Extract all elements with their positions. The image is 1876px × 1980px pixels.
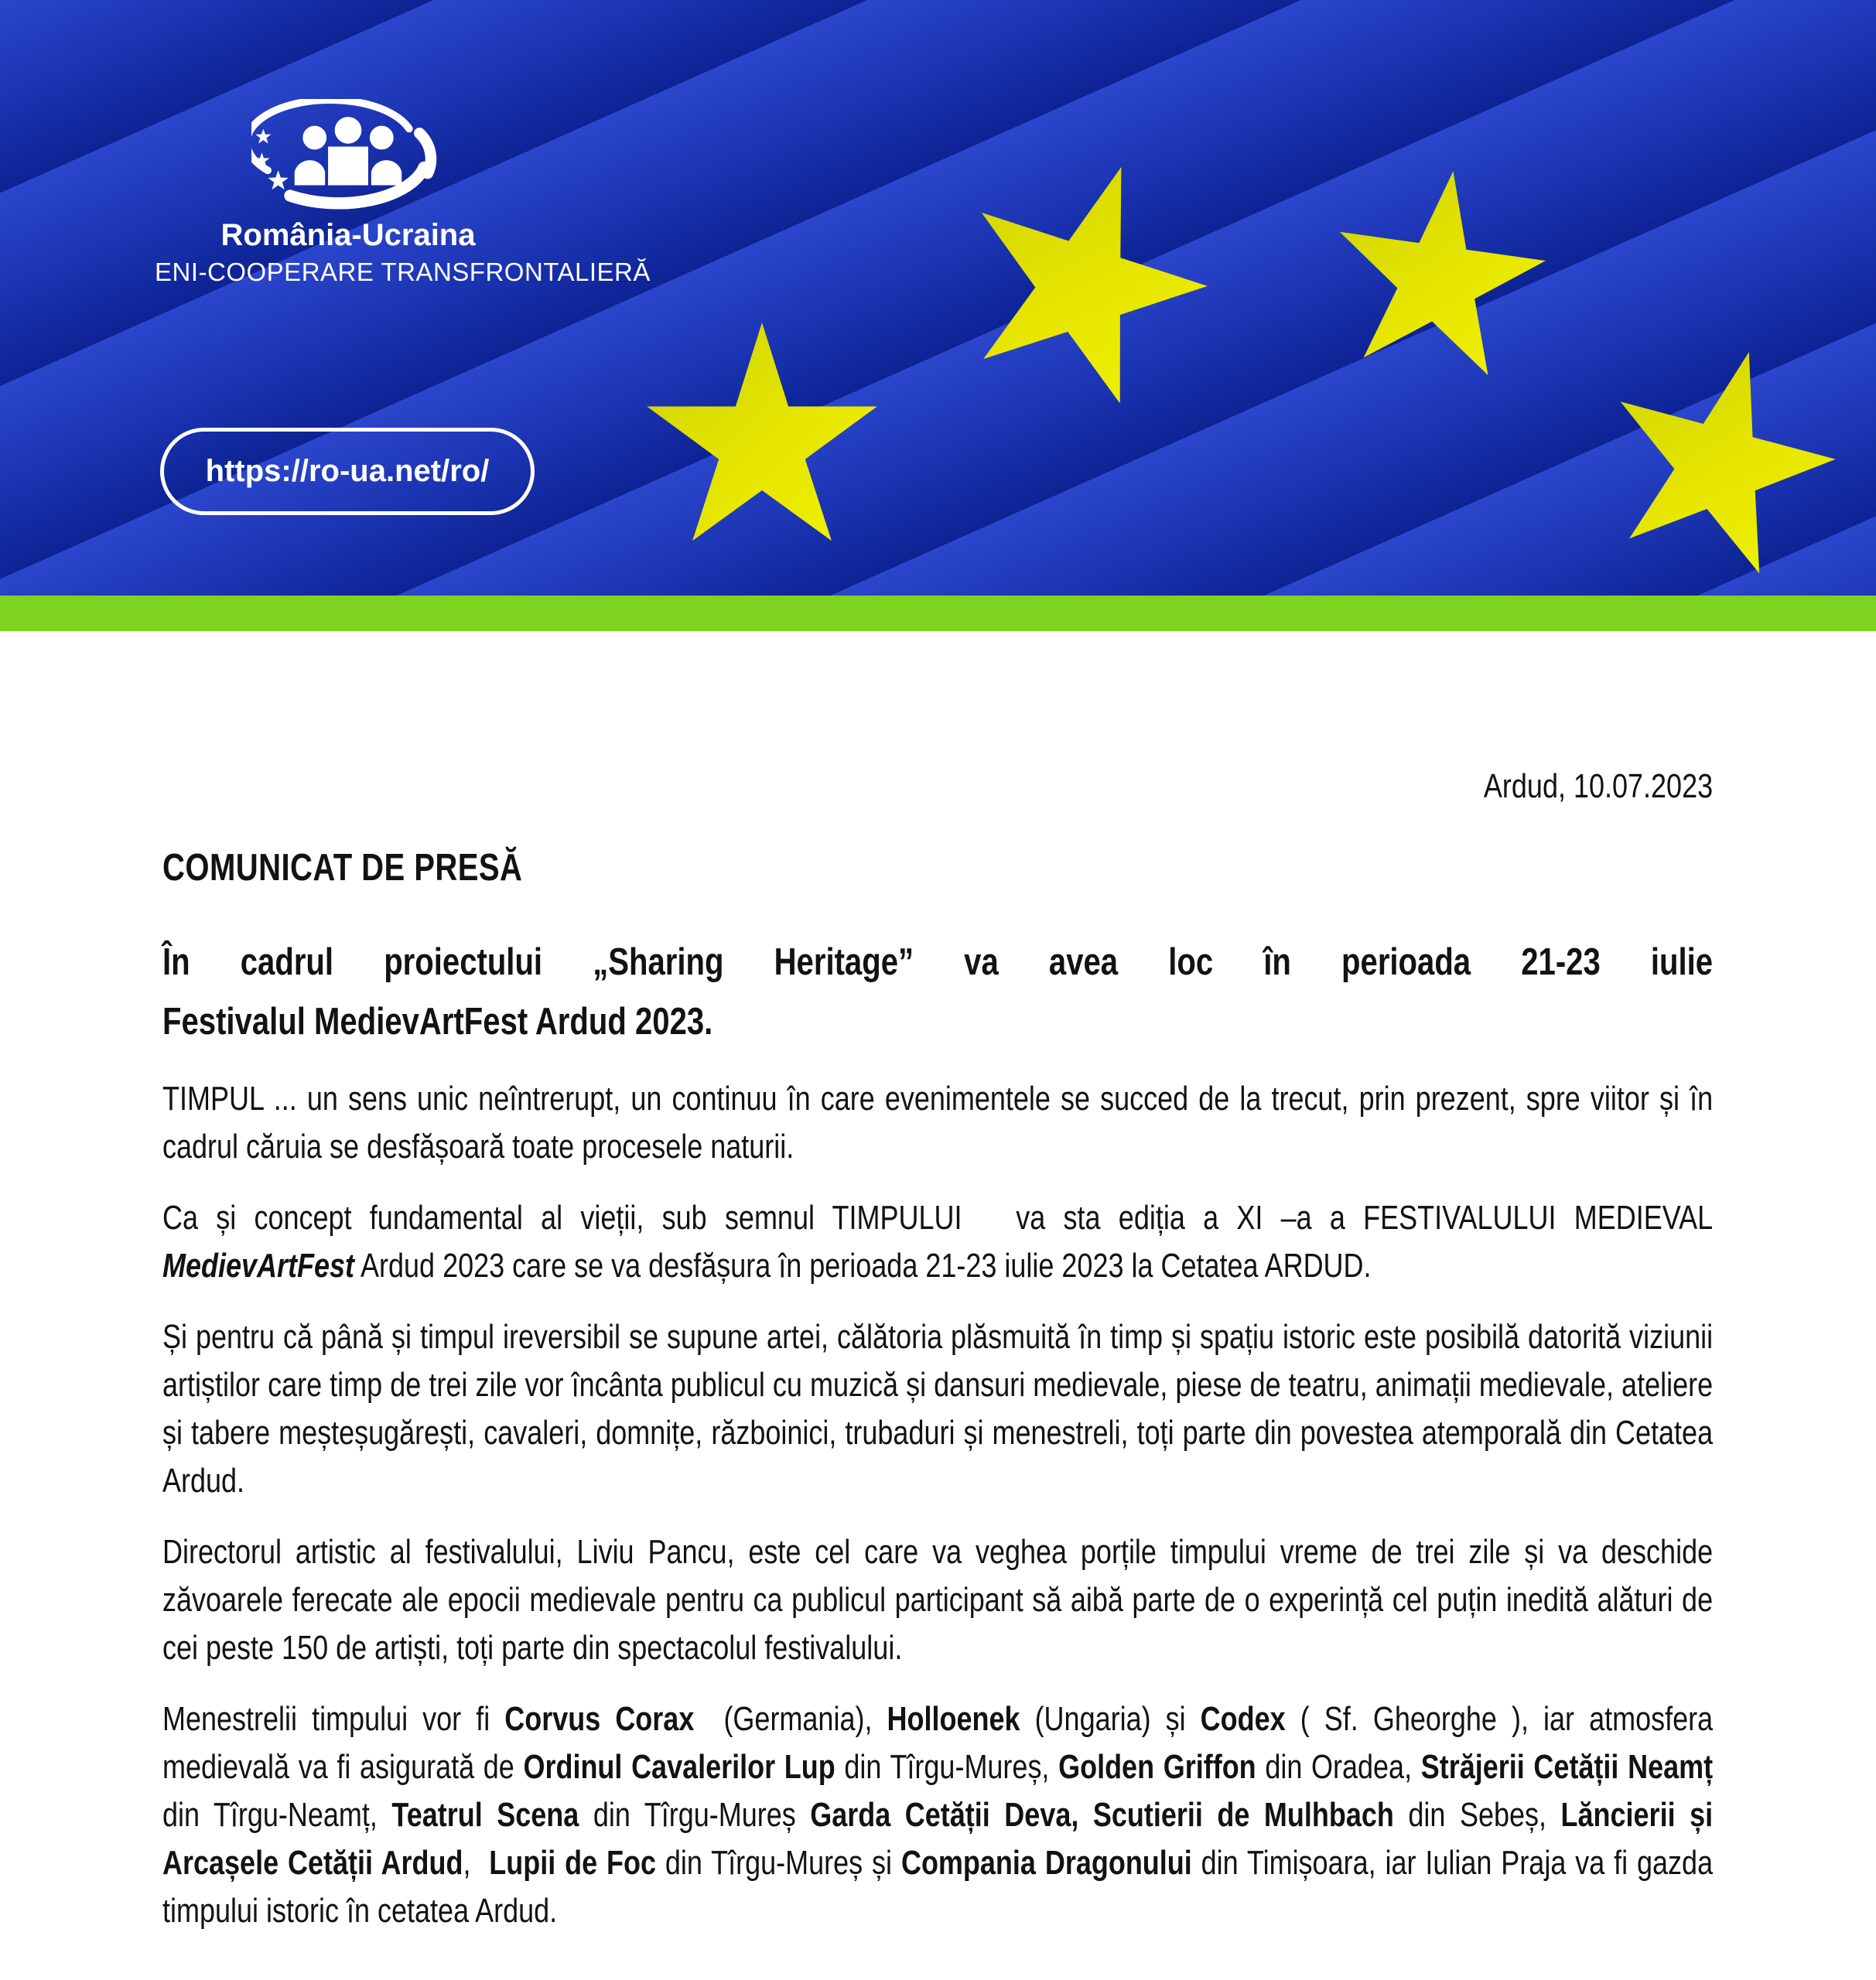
person-head [335,117,362,144]
eu-star-icon [927,128,1239,440]
website-url-button[interactable] [160,428,535,515]
headline [162,933,1713,1052]
green-divider [0,596,1876,631]
kicker-title: COMUNICAT DE PRESĂ [162,847,523,889]
paragraph: Și pentru că până și timpul ireversibil se supune artei, călătoria plăsmuită în timp și spațiu istoric este posibilă datorită viziunii artiștilor care timp de trei zile vor încânta publicul cu muzică și dansuri medievale, piese de teatru, animații medievale, ateliere și tabere meșteșugărești, cavaleri, domnițe, războinici, trubaduri și menestreli, toți parte din povestea atemporală din Cetatea Ardud. [162,1318,1714,1500]
logo-title: România-Ucraina [220,218,476,252]
document-body [162,631,1713,1935]
logo-emblem-icon [251,99,445,215]
person-body [371,160,402,185]
eu-star-icon [642,323,882,562]
person-body [328,147,368,186]
paragraph: Directorul artistic al festivalului, Liviu Pancu, este cel care va veghea porțile timpului vreme de trei zile și va deschide zăvoarele ferecate ale epocii medievale pentru ca publicul participant să aibă parte de o experință cel puțin inedită alături de cei peste 150 de artiști, toți parte din spectacolul festivalului. [162,1533,1714,1667]
programme-logo [155,99,651,287]
logo-star-icon [255,128,271,143]
person-head [302,126,326,150]
headline-line: Festivalul MedievArtFest Ardud 2023. [162,1001,713,1043]
eu-star-icon [1316,156,1560,401]
header-banner [0,0,1876,596]
person-body [295,160,325,185]
logo-subtitle: ENI-COOPERARE TRANSFRONTALIERĂ [155,258,651,286]
website-url-label: https://ro-ua.net/ro/ [205,454,490,488]
date-line: Ardud, 10.07.2023 [1483,767,1714,805]
eu-star-icon [1577,322,1861,596]
logo-star-icon [268,170,288,189]
person-head [370,126,394,150]
headline-line: În cadrul proiectului „Sharing Heritage” va avea loc în perioada 21-23 iulie [162,941,1714,983]
paragraph: TIMPUL ... un sens unic neîntrerupt, un continuu în care evenimentele se succed de la trecut, prin prezent, spre viitor și în cadrul căruia se desfășoară toate procesele naturii. [162,1080,1714,1166]
paragraph: Menestrelii timpului vor fi Corvus Corax (Germania), Holloenek (Ungaria) și Codex ( Sf. Gheorghe ), iar atmosfera medievală va fi asigurată de Ordinul Cavalerilor Lup din Tîrgu-Mureș, Golden Griffon din Oradea, Străjerii Cetății Neamț din Tîrgu-Neamț, Teatrul Scena din Tîrgu-Mureș Garda Cetății Deva, Scutierii de Mulhbach din Sebeș, Lăncierii și Arcașele Cetății Ardud, Lupii de Foc din Tîrgu-Mureș și Compania Dragonului din Timișoara, iar Iulian Praja va fi gazda timpului istoric în cetatea Ardud. [162,1700,1714,1930]
paragraph: Ca și concept fundamental al vieții, sub semnul TIMPULUI va sta ediția a XI –a a FESTIVALULUI MEDIEVAL MedievArtFest Ardud 2023 care se va desfășura în perioada 21-23 iulie 2023 la Cetatea ARDUD. [162,1199,1714,1285]
